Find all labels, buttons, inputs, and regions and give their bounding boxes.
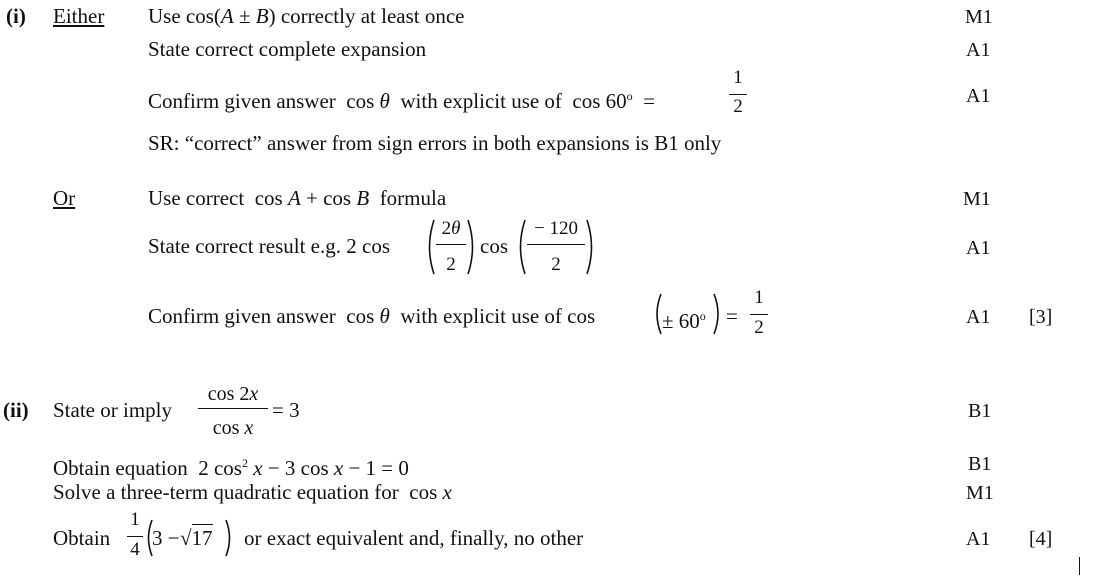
half2-denominator: 2 xyxy=(754,317,764,338)
frac-2theta-num: 2θ xyxy=(441,218,461,239)
mark-or-3: A1 xyxy=(966,306,991,328)
right-paren-3 xyxy=(712,292,724,336)
part-i-label: (i) xyxy=(6,4,26,28)
half-bar xyxy=(729,94,747,95)
or-label: Or xyxy=(53,186,76,210)
either-row-3: Confirm given answer cos θ with explicit use of cos 60$^o$ = xyxy=(148,89,656,113)
part-ii-label: (ii) xyxy=(3,398,29,422)
mark-ii-2: B1 xyxy=(968,453,992,475)
half-denominator: 2 xyxy=(733,96,743,117)
right-paren-1 xyxy=(466,218,480,276)
half2-bar xyxy=(750,314,768,315)
mark-either-1: M1 xyxy=(965,6,993,28)
ii-row-3: Solve a three-term quadratic equation for cos x xyxy=(53,480,452,504)
mark-either-3: A1 xyxy=(966,85,991,107)
cos2x-den: cos x xyxy=(212,417,254,439)
sqrt-17: √17 xyxy=(180,526,213,550)
right-paren-2 xyxy=(585,218,599,276)
mark-or-1: M1 xyxy=(963,188,991,210)
ii-row-1: State or imply xyxy=(53,398,172,422)
total-part-i: [3] xyxy=(1029,306,1053,328)
quarter-den: 4 xyxy=(130,539,140,560)
cos2x-bar xyxy=(198,408,268,409)
half2-numerator: 1 xyxy=(754,287,764,308)
right-paren-4 xyxy=(224,518,234,558)
either-row-4-sr: SR: “correct” answer from sign errors in both expansions is B1 only xyxy=(148,131,722,155)
left-paren-1 xyxy=(422,218,436,276)
mark-ii-1: B1 xyxy=(968,400,992,422)
ii-row-4-rest: or exact equivalent and, finally, no other xyxy=(244,526,584,550)
or-row-2: State correct result e.g. 2 cos xyxy=(148,234,390,258)
mark-or-2: A1 xyxy=(966,237,991,259)
mark-either-2: A1 xyxy=(966,39,991,61)
ii-row-4: Obtain xyxy=(53,526,111,550)
frac-120-num: − 120 xyxy=(534,218,578,239)
pm-60: ± $60^o$ xyxy=(662,309,706,333)
or-row-3: Confirm given answer cos θ with explicit use of cos xyxy=(148,304,596,328)
or-row-1: Use correct cos A + cos B formula xyxy=(148,186,447,210)
frac-120-den: 2 xyxy=(551,254,561,275)
frac-2theta-den: 2 xyxy=(446,254,456,275)
left-paren-2 xyxy=(513,218,527,276)
text-cursor xyxy=(1079,557,1080,575)
quarter-bar xyxy=(127,536,143,537)
cos2x-num: cos 2x xyxy=(207,383,259,405)
ii-row-2: Obtain equation 2 $\cos^2 x - 3$ cos x − 1 = 0 xyxy=(53,456,409,480)
quarter-num: 1 xyxy=(130,509,140,530)
three-minus: 3 − xyxy=(152,526,180,550)
either-row-1: Use cos(A ± B) correctly at least once xyxy=(148,4,465,28)
either-row-2: State correct complete expansion xyxy=(148,37,427,61)
mark-ii-4: A1 xyxy=(966,528,991,550)
cos-word: cos xyxy=(480,234,508,258)
either-label: Either xyxy=(53,4,105,28)
frac-120-bar xyxy=(527,244,585,245)
frac-2theta-bar xyxy=(436,244,466,245)
equals-sign: = xyxy=(726,304,738,328)
half-numerator: 1 xyxy=(733,67,743,88)
equals-three: = 3 xyxy=(272,398,300,422)
mark-ii-3: M1 xyxy=(966,482,994,504)
total-part-ii: [4] xyxy=(1029,528,1053,550)
